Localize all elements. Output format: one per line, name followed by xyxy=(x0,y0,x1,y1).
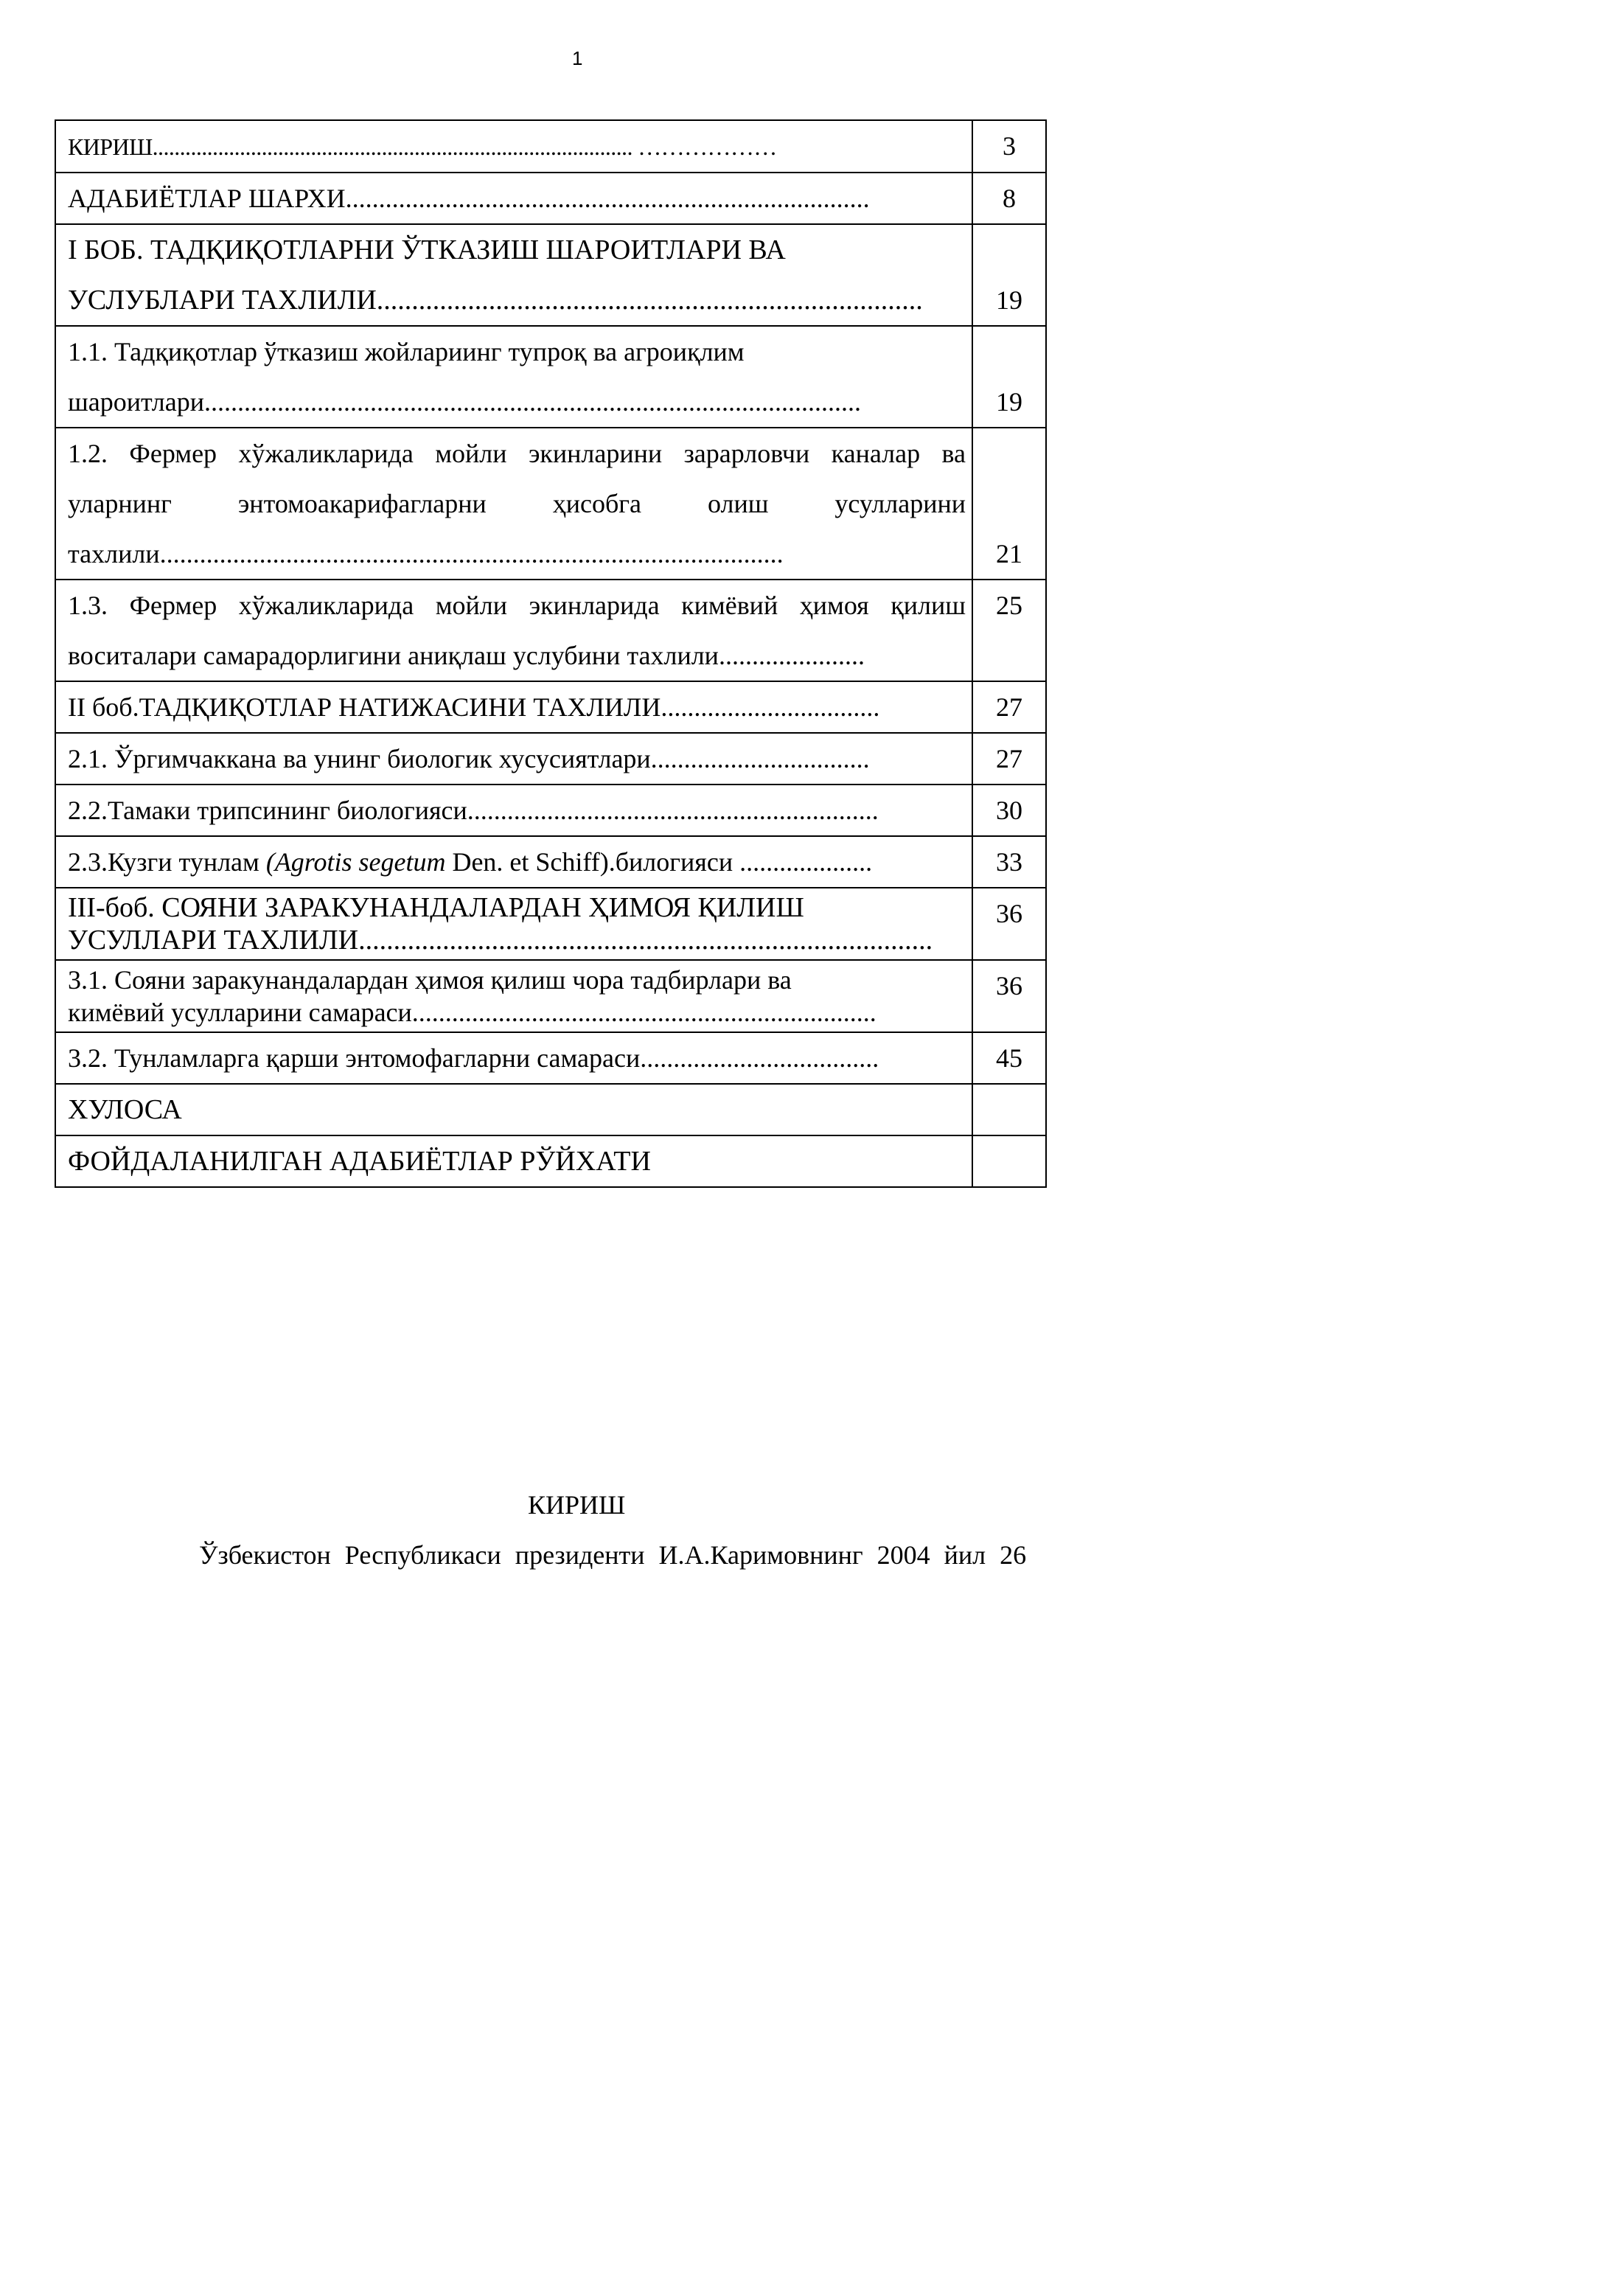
toc-title xyxy=(55,173,972,224)
toc-row xyxy=(55,428,1046,580)
toc-title xyxy=(55,960,972,1032)
toc-page: 36 xyxy=(972,888,1046,960)
toc-title-text: 2.2.Тамаки трипсининг биологияси.............................................................. xyxy=(68,796,879,825)
toc-title-text: 2.1. Ўргимчаккана ва унинг биологик хусусиятлари................................. xyxy=(68,744,870,773)
toc-row xyxy=(55,888,1046,960)
toc-title xyxy=(55,1032,972,1084)
toc-title-text: Den. et Schiff).билогияси .................... xyxy=(445,847,873,877)
toc-title-text: 2.3.Кузги тунлам xyxy=(68,847,266,877)
toc-title-text: КИРИШ........................................................................................ ……………… xyxy=(68,133,777,160)
toc-row xyxy=(55,1084,1046,1135)
toc-page: 25 xyxy=(972,580,1046,681)
toc-title-text: ХУЛОСА xyxy=(68,1094,182,1125)
toc-title-line: 1.2. Фермер хўжаликларида мойли экинларини зарарловчи каналар ва xyxy=(68,439,966,468)
toc-title-line: шароитлари................................................................................................... xyxy=(68,387,862,417)
toc-page: 19 xyxy=(972,224,1046,326)
page-number: 1 xyxy=(572,47,583,69)
toc-page: 8 xyxy=(972,173,1046,224)
toc-title xyxy=(55,224,972,326)
toc-title-line: воситалари самарадорлигини аниқлаш услубини тахлили...................... xyxy=(68,641,865,670)
toc-title-line: 3.1. Сояни заракунандалардан ҳимоя қилиш чора тадбирлари ва xyxy=(68,965,792,995)
toc-row xyxy=(55,1135,1046,1187)
toc-page: 33 xyxy=(972,836,1046,888)
toc-page: 45 xyxy=(972,1032,1046,1084)
toc-title xyxy=(55,733,972,785)
toc-page: 27 xyxy=(972,733,1046,785)
toc-title-text: АДАБИЁТЛАР ШАРХИ............................................................................... xyxy=(68,184,870,213)
toc-page: 27 xyxy=(972,681,1046,733)
toc-row xyxy=(55,785,1046,836)
table-of-contents xyxy=(55,119,1047,1188)
toc-page xyxy=(972,1135,1046,1187)
toc-title-line: УСЛУБЛАРИ ТАХЛИЛИ.............................................................................. xyxy=(68,285,923,316)
toc-row xyxy=(55,1032,1046,1084)
toc-title xyxy=(55,326,972,428)
toc-title-line: тахлили.............................................................................................. xyxy=(68,539,784,568)
toc-row xyxy=(55,580,1046,681)
toc-title xyxy=(55,785,972,836)
body-paragraph-line: Ўзбекистон Республикаси президенти И.А.Каримовнинг 2004 йил 26 xyxy=(199,1540,1027,1570)
toc-title xyxy=(55,428,972,580)
toc-title-line: I БОБ. ТАДҚИҚОТЛАРНИ ЎТКАЗИШ ШАРОИТЛАРИ ВА xyxy=(68,234,786,265)
toc-title-line: уларнинг энтомоакарифагларни ҳисобга олиш усулларини xyxy=(68,489,966,518)
toc-row xyxy=(55,326,1046,428)
toc-row xyxy=(55,224,1046,326)
toc-row xyxy=(55,960,1046,1032)
toc-title-line: 1.3. Фермер хўжаликларида мойли экинларида кимёвий ҳимоя қилиш xyxy=(68,591,966,620)
toc-page: 19 xyxy=(972,326,1046,428)
toc-page xyxy=(972,1084,1046,1135)
toc-row xyxy=(55,681,1046,733)
toc-row xyxy=(55,120,1046,173)
toc-page: 36 xyxy=(972,960,1046,1032)
toc-title-line: кимёвий усулларини самараси...................................................................... xyxy=(68,998,877,1027)
toc-title xyxy=(55,1084,972,1135)
toc-row xyxy=(55,836,1046,888)
toc-title-line: 1.1. Тадқиқотлар ўтказиш жойлариинг тупроқ ва агроиқлим xyxy=(68,337,745,366)
toc-row xyxy=(55,733,1046,785)
toc-title xyxy=(55,120,972,173)
toc-title xyxy=(55,1135,972,1187)
toc-title-line: УСУЛЛАРИ ТАХЛИЛИ.................................................................................. xyxy=(68,925,933,956)
toc-row xyxy=(55,173,1046,224)
species-name: (Agrotis segetum xyxy=(265,847,446,877)
toc-page: 30 xyxy=(972,785,1046,836)
toc-title xyxy=(55,888,972,960)
toc-title xyxy=(55,836,972,888)
toc-title-text: ФОЙДАЛАНИЛГАН АДАБИЁТЛАР РЎЙХАТИ xyxy=(68,1146,651,1177)
toc-title xyxy=(55,580,972,681)
section-heading: КИРИШ xyxy=(528,1490,626,1520)
toc-title xyxy=(55,681,972,733)
toc-title-text: 3.2. Тунламларга қарши энтомофагларни самараси.................................... xyxy=(68,1043,879,1073)
toc-title-text: II боб.ТАДҚИҚОТЛАР НАТИЖАСИНИ ТАХЛИЛИ................................. xyxy=(68,692,880,722)
toc-title-line: III-боб. СОЯНИ ЗАРАКУНАНДАЛАРДАН ҲИМОЯ ҚИЛИШ xyxy=(68,892,804,923)
toc-page: 21 xyxy=(972,428,1046,580)
toc-page: 3 xyxy=(972,120,1046,173)
